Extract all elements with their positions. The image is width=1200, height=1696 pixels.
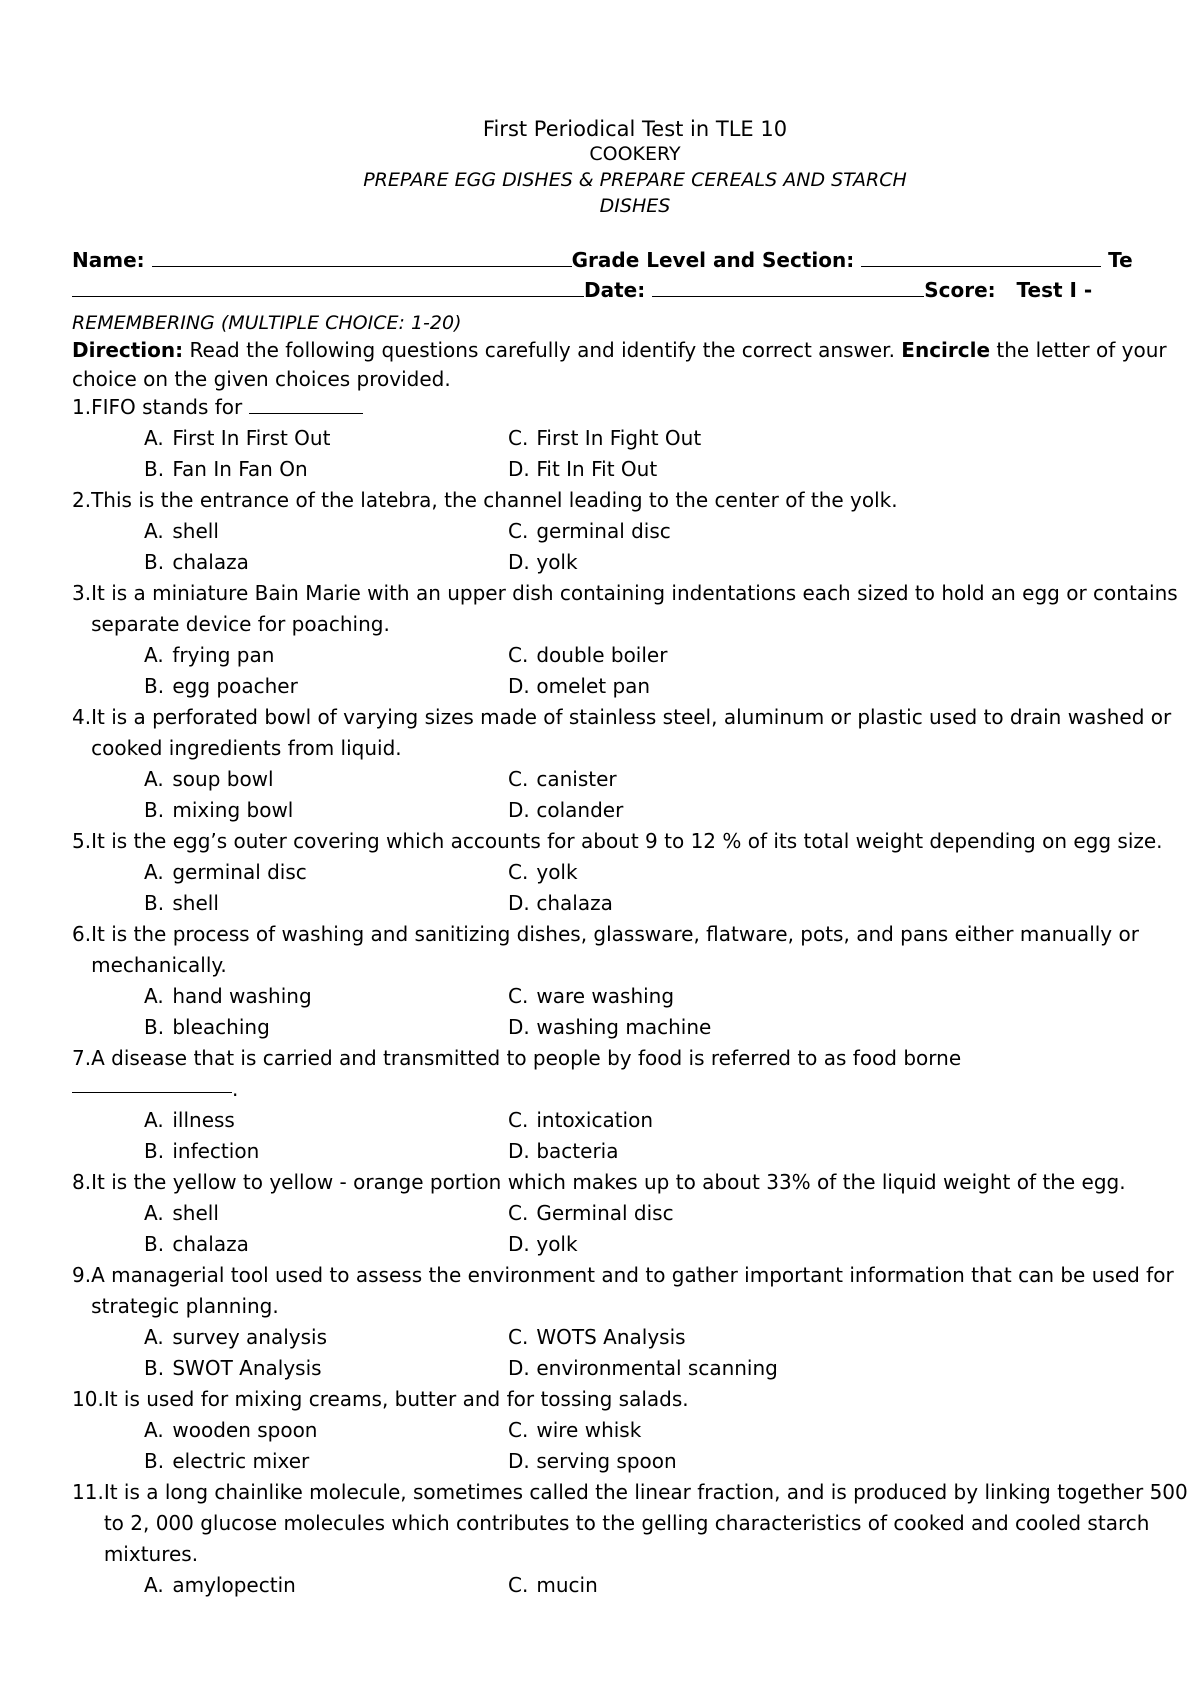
answer-choice[interactable] — [508, 857, 908, 888]
question-text — [104, 1477, 1200, 1570]
question-item — [72, 702, 1200, 826]
choice-letter: C. — [508, 1325, 529, 1349]
answer-choice[interactable] — [144, 1229, 508, 1260]
choice-text: chalaza — [166, 550, 249, 574]
choice-text: mucin — [530, 1573, 598, 1597]
choice-letter: D. — [508, 674, 530, 698]
answer-choice[interactable] — [144, 857, 508, 888]
answer-choice[interactable] — [144, 640, 508, 671]
test-title: First Periodical Test in TLE 10 — [482, 117, 788, 141]
question-stem — [72, 702, 1200, 764]
choice-letter: A. — [144, 1201, 164, 1225]
teacher-field-line[interactable] — [72, 278, 584, 297]
question-item — [72, 1384, 1200, 1477]
answer-blank-row: . — [72, 1074, 1200, 1105]
question-stem — [72, 392, 1200, 423]
answer-choice[interactable] — [144, 1198, 508, 1229]
choice-text: frying pan — [166, 643, 275, 667]
question-number: 9. — [72, 1263, 92, 1287]
direction-text-end: the letter of your choice on the given choices provided. — [72, 338, 1167, 391]
choice-grid — [72, 516, 1200, 578]
choice-letter: C. — [508, 519, 529, 543]
answer-choice[interactable] — [144, 795, 508, 826]
answer-choice[interactable] — [144, 888, 508, 919]
choice-grid — [72, 1415, 1200, 1477]
choice-text: wooden spoon — [166, 1418, 318, 1442]
answer-choice[interactable] — [508, 423, 908, 454]
answer-choice[interactable] — [508, 1353, 908, 1384]
choice-letter: C. — [508, 1573, 529, 1597]
direction-emphasis: Encircle — [901, 338, 991, 362]
choice-text: survey analysis — [166, 1325, 327, 1349]
choice-text: shell — [166, 1201, 219, 1225]
question-text-content: It is a miniature Bain Marie with an upper dish containing indentations each sized to hold an egg or contains separate device for poaching. — [91, 581, 1178, 636]
question-stem — [72, 919, 1200, 981]
question-stem — [72, 1043, 1200, 1074]
question-text-content: A disease that is carried and transmitted to people by food is referred to as food borne — [91, 1046, 962, 1070]
choice-grid — [72, 981, 1200, 1043]
answer-choice[interactable] — [144, 423, 508, 454]
answer-choice[interactable] — [508, 1198, 908, 1229]
section-note: (MULTIPLE CHOICE: 1-20) — [220, 312, 462, 334]
score-label: Score: — [924, 278, 996, 302]
answer-choice[interactable] — [144, 454, 508, 485]
question-text-content: FIFO stands for — [91, 395, 243, 419]
answer-choice[interactable] — [144, 671, 508, 702]
choice-text: ware washing — [530, 984, 675, 1008]
answer-choice[interactable] — [508, 640, 908, 671]
choice-text: canister — [530, 767, 617, 791]
choice-letter: B. — [144, 1015, 165, 1039]
question-item — [72, 1043, 1200, 1167]
answer-choice[interactable] — [508, 516, 908, 547]
answer-choice[interactable] — [508, 764, 908, 795]
answer-choice[interactable] — [144, 547, 508, 578]
question-text-content: It is used for mixing creams, butter and for tossing salads. — [103, 1387, 689, 1411]
choice-letter: D. — [508, 1232, 530, 1256]
choice-letter: D. — [508, 550, 530, 574]
answer-choice[interactable] — [508, 795, 908, 826]
choice-grid — [72, 1105, 1200, 1167]
question-number: 5. — [72, 829, 92, 853]
choice-letter: C. — [508, 1418, 529, 1442]
choice-text: Fit In Fit Out — [530, 457, 658, 481]
question-item — [72, 1167, 1200, 1260]
choice-text: germinal disc — [530, 519, 671, 543]
answer-choice[interactable] — [144, 764, 508, 795]
answer-choice[interactable] — [508, 1322, 908, 1353]
student-fields-row-1 — [72, 246, 1133, 274]
answer-choice[interactable] — [144, 1322, 508, 1353]
date-label: Date: — [584, 278, 646, 302]
question-text — [104, 1384, 1200, 1415]
teacher-label: Te — [1108, 248, 1133, 272]
answer-blank[interactable] — [72, 1074, 232, 1093]
question-number: 4. — [72, 705, 92, 729]
choice-letter: A. — [144, 1573, 164, 1597]
question-stem — [72, 1477, 1200, 1570]
choice-letter: B. — [144, 1449, 165, 1473]
name-label: Name: — [72, 248, 145, 272]
question-number: 2. — [72, 488, 92, 512]
topic-line-2: DISHES — [599, 195, 671, 217]
answer-choice[interactable] — [144, 981, 508, 1012]
choice-text: intoxication — [530, 1108, 654, 1132]
question-stem — [72, 578, 1200, 640]
choice-text: yolk — [530, 550, 578, 574]
question-text-content: It is a perforated bowl of varying sizes made of stainless steel, aluminum or plastic used to drain washed or cooked ingredients from liquid. — [91, 705, 1172, 760]
question-number: 7. — [72, 1046, 92, 1070]
section-label: REMEMBERING — [72, 312, 215, 334]
choice-letter: B. — [144, 1232, 165, 1256]
choice-letter: D. — [508, 798, 530, 822]
answer-choice[interactable] — [144, 1353, 508, 1384]
choice-text: bacteria — [530, 1139, 619, 1163]
choice-text: Germinal disc — [530, 1201, 674, 1225]
answer-choice[interactable] — [508, 1012, 908, 1043]
question-stem — [72, 485, 1200, 516]
question-item — [72, 392, 1200, 485]
choice-text: First In Fight Out — [530, 426, 702, 450]
topic-line-1: PREPARE EGG DISHES & PREPARE CEREALS AND STARCH — [363, 169, 907, 191]
question-text — [91, 826, 1200, 857]
choice-letter: D. — [508, 457, 530, 481]
question-number: 10. — [72, 1387, 104, 1411]
question-number: 1. — [72, 395, 92, 419]
choice-grid — [72, 857, 1200, 919]
answer-choice[interactable] — [144, 1136, 508, 1167]
question-item — [72, 578, 1200, 702]
choice-letter: C. — [508, 643, 529, 667]
choice-letter: A. — [144, 1108, 164, 1132]
answer-choice[interactable] — [508, 888, 908, 919]
choice-text: mixing bowl — [166, 798, 294, 822]
choice-text: bleaching — [166, 1015, 270, 1039]
choice-letter: D. — [508, 1139, 530, 1163]
question-number: 6. — [72, 922, 92, 946]
choice-text: electric mixer — [166, 1449, 310, 1473]
choice-text: chalaza — [166, 1232, 249, 1256]
choice-text: illness — [166, 1108, 235, 1132]
question-text — [91, 485, 1200, 516]
choice-letter: A. — [144, 1418, 164, 1442]
grade-section-label: Grade Level and Section: — [571, 248, 855, 272]
answer-choice[interactable] — [508, 1229, 908, 1260]
choice-text: WOTS Analysis — [530, 1325, 686, 1349]
choice-letter: C. — [508, 984, 529, 1008]
choice-text: infection — [166, 1139, 260, 1163]
choice-text: SWOT Analysis — [166, 1356, 322, 1380]
answer-choice[interactable] — [508, 1415, 908, 1446]
choice-letter: B. — [144, 798, 165, 822]
date-field-line[interactable] — [652, 278, 924, 297]
test-part-label: Test I - — [1016, 278, 1093, 302]
choice-text: serving spoon — [530, 1449, 677, 1473]
choice-text: soup bowl — [166, 767, 274, 791]
choice-letter: C. — [508, 1201, 529, 1225]
question-text — [91, 1260, 1200, 1322]
choice-text: omelet pan — [530, 674, 651, 698]
name-field-line[interactable] — [152, 248, 572, 267]
choice-letter: D. — [508, 1449, 530, 1473]
question-text-content: It is the process of washing and sanitizing dishes, glassware, flatware, pots, and pans either manually or mechanically. — [91, 922, 1139, 977]
direction-label: Direction: — [72, 338, 184, 362]
answer-choice[interactable] — [508, 981, 908, 1012]
answer-choice[interactable] — [508, 547, 908, 578]
choice-text: germinal disc — [166, 860, 307, 884]
answer-choice[interactable] — [508, 671, 908, 702]
choice-letter: B. — [144, 1356, 165, 1380]
choice-letter: A. — [144, 426, 164, 450]
choice-text: colander — [530, 798, 624, 822]
choice-text: yolk — [530, 860, 578, 884]
choice-text: shell — [166, 519, 219, 543]
choice-letter: C. — [508, 1108, 529, 1132]
choice-letter: A. — [144, 643, 164, 667]
choice-text: hand washing — [166, 984, 312, 1008]
choice-letter: C. — [508, 767, 529, 791]
choice-grid — [72, 764, 1200, 826]
question-text — [91, 1043, 1200, 1074]
choice-text: chalaza — [530, 891, 613, 915]
question-text-content: It is the egg’s outer covering which accounts for about 9 to 12 % of its total weight depending on egg size. — [91, 829, 1163, 853]
choice-letter: D. — [508, 1356, 530, 1380]
question-item — [72, 485, 1200, 578]
choice-grid — [72, 1198, 1200, 1260]
question-text — [91, 578, 1200, 640]
question-text — [91, 702, 1200, 764]
choice-grid — [72, 423, 1200, 485]
answer-choice[interactable] — [144, 516, 508, 547]
choice-letter: B. — [144, 1139, 165, 1163]
question-text-content: This is the entrance of the latebra, the channel leading to the center of the yolk. — [91, 488, 898, 512]
directions-paragraph — [72, 336, 1200, 394]
choice-text: environmental scanning — [530, 1356, 778, 1380]
answer-choice[interactable] — [144, 1446, 508, 1477]
choice-letter: A. — [144, 767, 164, 791]
choice-letter: C. — [508, 426, 529, 450]
question-number: 11. — [72, 1480, 104, 1504]
answer-blank[interactable] — [249, 395, 363, 414]
question-list — [72, 392, 1200, 1601]
subject-heading: COOKERY — [589, 143, 681, 165]
question-text — [91, 1167, 1200, 1198]
answer-choice[interactable] — [508, 1105, 908, 1136]
question-item — [72, 919, 1200, 1043]
choice-text: yolk — [530, 1232, 578, 1256]
choice-grid — [72, 1570, 1200, 1601]
choice-text: amylopectin — [166, 1573, 296, 1597]
choice-text: egg poacher — [166, 674, 298, 698]
answer-choice[interactable] — [508, 1136, 908, 1167]
answer-choice[interactable] — [508, 454, 908, 485]
question-text — [91, 392, 1200, 423]
answer-choice[interactable] — [144, 1012, 508, 1043]
choice-text: Fan In Fan On — [166, 457, 308, 481]
question-stem — [72, 1384, 1200, 1415]
question-text-content: A managerial tool used to assess the environment and to gather important information that can be used for strategic planning. — [91, 1263, 1174, 1318]
student-fields-row-2 — [72, 276, 1092, 304]
question-number: 3. — [72, 581, 92, 605]
choice-letter: A. — [144, 519, 164, 543]
question-text-content: It is a long chainlike molecule, sometimes called the linear fraction, and is produced by linking together 500 to 2, 000 glucose molecules which contributes to the gelling characteristics of cooked and cooled starch mixtures. — [103, 1480, 1188, 1566]
direction-text: Read the following questions carefully and identify the correct answer. — [189, 338, 895, 362]
question-item — [72, 1260, 1200, 1384]
choice-letter: D. — [508, 1015, 530, 1039]
choice-text: double boiler — [530, 643, 668, 667]
choice-letter: C. — [508, 860, 529, 884]
answer-choice[interactable] — [508, 1446, 908, 1477]
question-number: 8. — [72, 1170, 92, 1194]
choice-grid — [72, 640, 1200, 702]
choice-text: First In First Out — [166, 426, 331, 450]
choice-text: shell — [166, 891, 219, 915]
question-text — [91, 919, 1200, 981]
question-item — [72, 1477, 1200, 1601]
choice-letter: B. — [144, 891, 165, 915]
choice-letter: D. — [508, 891, 530, 915]
question-stem — [72, 826, 1200, 857]
answer-choice[interactable] — [144, 1105, 508, 1136]
choice-letter: A. — [144, 1325, 164, 1349]
question-item — [72, 826, 1200, 919]
answer-choice[interactable] — [144, 1415, 508, 1446]
question-stem — [72, 1260, 1200, 1322]
section-heading — [72, 310, 462, 336]
choice-letter: A. — [144, 860, 164, 884]
choice-text: wire whisk — [530, 1418, 642, 1442]
choice-letter: B. — [144, 674, 165, 698]
choice-letter: B. — [144, 457, 165, 481]
answer-choice[interactable] — [508, 1570, 908, 1601]
grade-section-field-line[interactable] — [861, 248, 1101, 267]
choice-letter: A. — [144, 984, 164, 1008]
answer-choice[interactable] — [144, 1570, 508, 1601]
choice-text: washing machine — [530, 1015, 712, 1039]
question-stem — [72, 1167, 1200, 1198]
choice-letter: B. — [144, 550, 165, 574]
question-text-content: It is the yellow to yellow - orange portion which makes up to about 33% of the liquid weight of the egg. — [91, 1170, 1126, 1194]
choice-grid — [72, 1322, 1200, 1384]
